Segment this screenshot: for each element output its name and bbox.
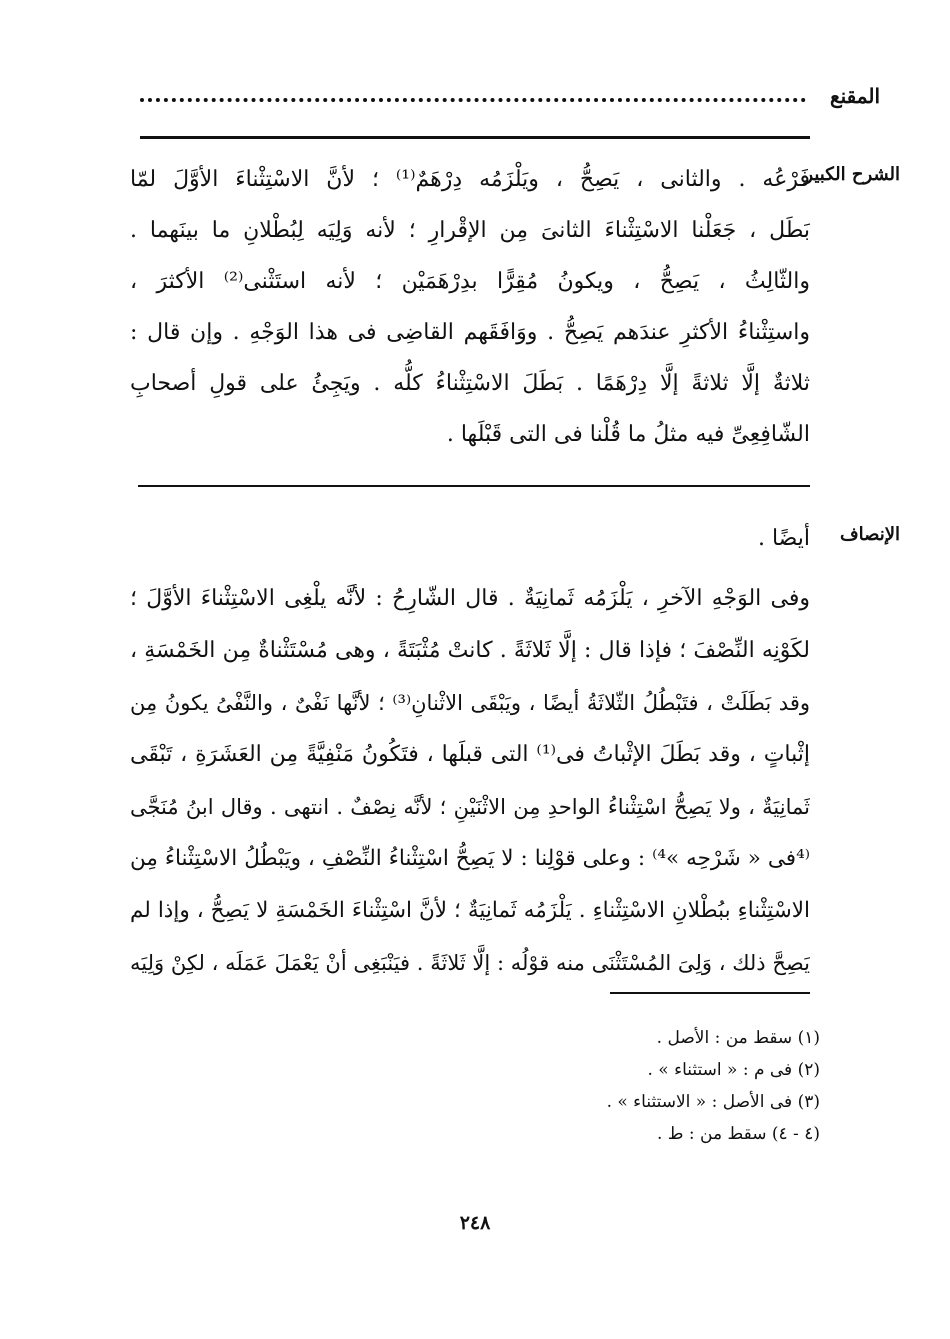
- sharh-line: الشّافِعِىِّ فيه مثلُ ما قُلْنا فى التى قَبْلَها .: [446, 422, 810, 447]
- header-dotted-leader: [140, 88, 806, 102]
- section-divider: [138, 485, 810, 487]
- footnotes: [420, 1022, 820, 1150]
- insaf-line: لكَوْنِه النِّصْفَ ؛ فإذا قال : إلَّا ثَلاثَةً . كانتْ مُثْبَتَةً ، وهى مُسْتَثْناةٌ مِن الخَمْسَةِ ،: [130, 638, 810, 663]
- insaf-line: إثْباتٍ ، وقد بَطَلَ الإثْباتُ فى⁽¹⁾ التى قبلَها ، فتَكُونُ مَنْفِيَّةً مِن العَشَرَةِ ، تَبْقَى: [130, 742, 810, 767]
- sharh-line: واستِثْناءُ الأكثرِ عندَهم يَصِحُّ . ووَافَقَهم القاضِى فى هذا الوَجْهِ . وإن قال :: [130, 320, 810, 345]
- insaf-line: يَصِحَّ ذلك ، وَلِىَ المُسْتَثْنَى منه قوْلُه : إلَّا ثَلاثَةً . فيَنْبَغِى أنْ يَعْمَلَ عَمَلَه ، لكِنْ وَلِيَه: [130, 951, 810, 975]
- insaf-intro-block: [130, 513, 810, 565]
- book-title: المقنع: [829, 84, 880, 108]
- footnote: (٤ - ٤) سقط من : ط .: [656, 1124, 820, 1144]
- footnote: (١) سقط من : الأصل .: [656, 1028, 820, 1048]
- footnote: (٣) فى الأصل : « الاستثناء » .: [606, 1092, 820, 1112]
- sharh-line: فَرْعُه . والثانى ، يَصِحُّ ، ويَلْزَمُه دِرْهَمٌ⁽¹⁾ ؛ لأنَّ الاسْتِثْناءَ الأوَّلَ لمّا: [130, 167, 810, 192]
- insaf-line: وفى الوَجْهِ الآخرِ ، يَلْزَمُه ثَمانِيَةٌ . قال الشّارِحُ : لأنَّه يلْغِى الاسْتِثْناءَ الأوَّلَ ؛: [130, 586, 810, 611]
- page-number: ٢٤٨: [459, 1212, 491, 1234]
- insaf-intro-line: أيضًا .: [757, 526, 810, 551]
- sharh-section-label: الشرح الكبير: [804, 164, 900, 185]
- sharh-text-block: [130, 154, 810, 460]
- footnote: (٢) فى م : « استثناء » .: [647, 1060, 820, 1080]
- insaf-text-block: [130, 573, 810, 989]
- insaf-section-label: الإنصاف: [839, 524, 900, 545]
- sharh-line: ثلاثةٌ إلَّا ثلاثةً إلَّا دِرْهَمًا . بَطَلَ الاسْتِثْناءُ كلُّه . ويَجِئُ على قولِ أصحابِ: [130, 371, 810, 396]
- header-rule: [140, 136, 810, 139]
- sharh-line: والثّالِثُ ، يَصِحُّ ، ويكونُ مُقِرًّا بدِرْهَمَيْن ؛ لأنه استَثْنى⁽²⁾ الأكثرَ ،: [130, 269, 810, 294]
- insaf-line: ثَمانِيَةٌ ، ولا يَصِحُّ اسْتِثْناءُ الواحدِ مِن الاثْنَيْنِ ؛ لأنَّه نِصْفٌ . انتهى . وقال ابنُ مُنَجَّى: [130, 795, 810, 819]
- insaf-line: وقد بَطَلَتْ ، فتَبْطُلُ الثّلاثَةُ أيضًا ، ويَبْقَى الاثْنانِ⁽³⁾ ؛ لأنَّها نَفْىٌ ، والنَّفْىُ يكونُ مِن: [130, 691, 810, 715]
- insaf-line: ⁽⁴فى « شَرْحِه »⁴⁾ : وعلى قوْلِنا : لا يَصِحُّ اسْتِثْناءُ النِّصْفِ ، ويَبْطُلُ الاسْتِثْناءُ مِن: [130, 846, 810, 871]
- sharh-line: بَطَل ، جَعَلْنا الاسْتِثْناءَ الثانىَ مِن الإقْرارِ ؛ لأنه وَلِيَه لِبُطْلانِ ما بينَهما .: [130, 218, 810, 243]
- insaf-line: الاسْتِثْناءِ ببُطْلانِ الاسْتِثْناءِ . يَلْزَمُه ثَمانِيَةٌ ؛ لأنَّ اسْتِثْناءَ الخَمْسَةِ لا يَصِحُّ ، وإذا لم: [130, 898, 810, 923]
- footnote-rule: [610, 992, 810, 994]
